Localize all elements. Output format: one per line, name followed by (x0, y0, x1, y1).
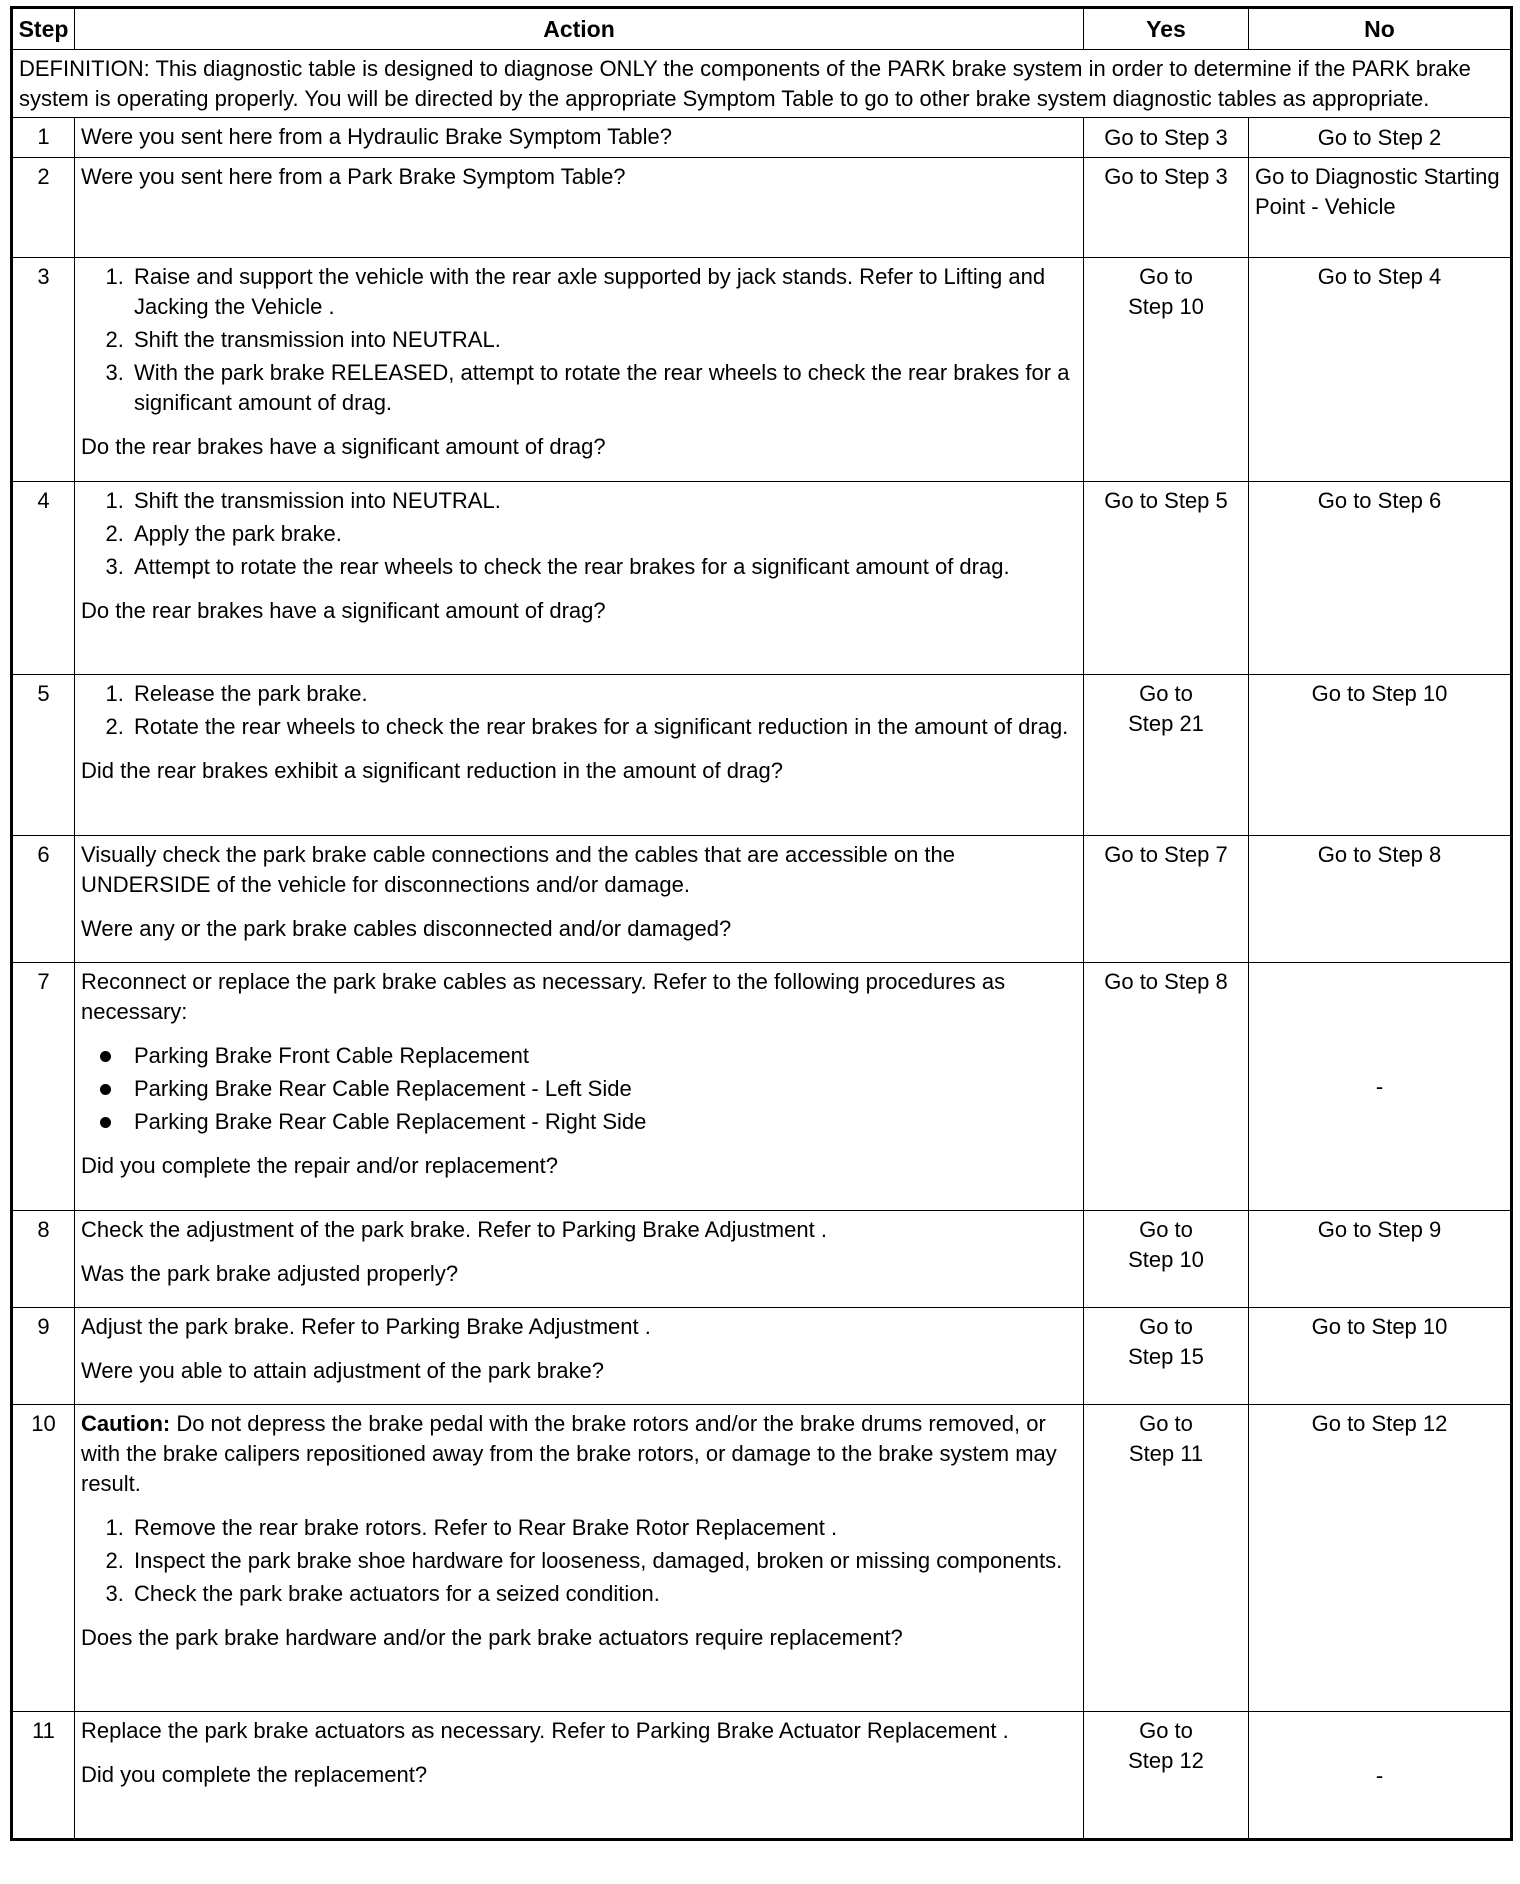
table-row (12, 1712, 1512, 1840)
table-row (12, 158, 1512, 258)
list-item: 2. Rotate the rear wheels to check the rear brakes for a significant reduction in the amount of drag. (130, 712, 1077, 742)
list-item: 2. Shift the transmission into NEUTRAL. (130, 325, 1077, 355)
definition-row (12, 50, 1512, 118)
instruction-text: Reconnect or replace the park brake cables as necessary. Refer to the following procedures as necessary: (81, 969, 1006, 1024)
header-step: Step (12, 8, 75, 50)
yes-cell (1084, 1712, 1249, 1840)
no-cell: - (1249, 963, 1512, 1211)
step-number: 3 (12, 258, 75, 482)
header-no: No (1249, 8, 1512, 50)
yes-cell: Go to Step 5 (1084, 482, 1249, 675)
yes-cell (1084, 1405, 1249, 1712)
yes-text: Go to Step 12 (1128, 1718, 1204, 1773)
yes-cell (1084, 1308, 1249, 1405)
no-cell: Go to Step 9 (1249, 1211, 1512, 1308)
procedure-list (81, 262, 1077, 418)
list-item: 1. Shift the transmission into NEUTRAL. (130, 486, 1077, 516)
action-cell (75, 836, 1084, 963)
yes-text: Go to Step 21 (1128, 681, 1204, 736)
step-number: 5 (12, 675, 75, 836)
question-text: Were you sent here from a Hydraulic Brake Symptom Table? (81, 124, 673, 149)
no-cell: Go to Diagnostic Starting Point - Vehicle (1249, 158, 1512, 258)
no-cell: Go to Step 2 (1249, 118, 1512, 158)
yes-text: Go to Step 11 (1128, 1411, 1204, 1466)
table-row (12, 836, 1512, 963)
step-number: 10 (12, 1405, 75, 1712)
list-item: 1. Remove the rear brake rotors. Refer to Rear Brake Rotor Replacement . (130, 1513, 1077, 1543)
action-cell (75, 675, 1084, 836)
question-text: Did the rear brakes exhibit a significant reduction in the amount of drag? (81, 758, 783, 783)
procedure-list (81, 679, 1077, 742)
instruction-text: Visually check the park brake cable connections and the cables that are accessible on the UNDERSIDE of the vehicle for disconnections and/or damage. (81, 842, 956, 897)
no-cell: - (1249, 1712, 1512, 1840)
no-cell: Go to Step 8 (1249, 836, 1512, 963)
list-item: 2. Inspect the park brake shoe hardware for looseness, damaged, broken or missing components. (130, 1546, 1077, 1576)
question-text: Were you sent here from a Park Brake Symptom Table? (81, 164, 626, 189)
question-text: Do the rear brakes have a significant amount of drag? (81, 598, 606, 623)
yes-cell (1084, 1211, 1249, 1308)
yes-text: Go to Step 10 (1128, 264, 1204, 319)
question-text: Did you complete the repair and/or replacement? (81, 1153, 558, 1178)
table-row (12, 482, 1512, 675)
procedure-list (81, 486, 1077, 582)
table-row (12, 1211, 1512, 1308)
step-number: 1 (12, 118, 75, 158)
header-yes: Yes (1084, 8, 1249, 50)
step-number: 2 (12, 158, 75, 258)
list-item: 3. Attempt to rotate the rear wheels to check the rear brakes for a significant amount of drag. (130, 552, 1077, 582)
yes-cell (1084, 675, 1249, 836)
header-row (12, 8, 1512, 50)
list-item: 2. Apply the park brake. (130, 519, 1077, 549)
table-row (12, 1405, 1512, 1712)
yes-text: Go to Step 15 (1128, 1314, 1204, 1369)
yes-cell (1084, 258, 1249, 482)
action-cell (75, 1211, 1084, 1308)
caution-text: Do not depress the brake pedal with the brake rotors and/or the brake drums removed, or with the brake calipers repositioned away from the brake rotors, or damage to the brake system may result. (81, 1411, 1057, 1496)
instruction-text: Replace the park brake actuators as necessary. Refer to Parking Brake Actuator Replacement . (81, 1718, 1009, 1743)
step-number: 9 (12, 1308, 75, 1405)
action-cell (75, 118, 1084, 158)
step-number: 6 (12, 836, 75, 963)
list-item: Parking Brake Rear Cable Replacement - Left Side (130, 1074, 1077, 1104)
procedure-bullet-list (81, 1041, 1077, 1137)
action-cell (75, 963, 1084, 1211)
table-row (12, 118, 1512, 158)
yes-text: Go to Step 10 (1128, 1217, 1204, 1272)
table-row (12, 963, 1512, 1211)
action-cell (75, 1712, 1084, 1840)
list-item: Parking Brake Rear Cable Replacement - Right Side (130, 1107, 1077, 1137)
step-number: 8 (12, 1211, 75, 1308)
action-cell (75, 258, 1084, 482)
no-cell: Go to Step 6 (1249, 482, 1512, 675)
action-cell (75, 1308, 1084, 1405)
table-row (12, 675, 1512, 836)
step-number: 7 (12, 963, 75, 1211)
yes-cell: Go to Step 3 (1084, 158, 1249, 258)
question-text: Do the rear brakes have a significant amount of drag? (81, 434, 606, 459)
list-item: 3. With the park brake RELEASED, attempt to rotate the rear wheels to check the rear brakes for a significant amount of drag. (130, 358, 1077, 418)
park-brake-diagnostic-table (10, 6, 1513, 1841)
list-item: 1. Raise and support the vehicle with the rear axle supported by jack stands. Refer to Lifting and Jacking the Vehicle . (130, 262, 1077, 322)
list-item: Parking Brake Front Cable Replacement (130, 1041, 1077, 1071)
caution-note (81, 1409, 1077, 1499)
question-text: Does the park brake hardware and/or the park brake actuators require replacement? (81, 1625, 903, 1650)
table-row (12, 258, 1512, 482)
caution-label: Caution: (81, 1411, 171, 1436)
action-cell (75, 158, 1084, 258)
yes-cell: Go to Step 7 (1084, 836, 1249, 963)
question-text: Were you able to attain adjustment of the park brake? (81, 1358, 605, 1383)
no-cell: Go to Step 10 (1249, 1308, 1512, 1405)
yes-cell: Go to Step 3 (1084, 118, 1249, 158)
no-cell: Go to Step 10 (1249, 675, 1512, 836)
action-cell (75, 482, 1084, 675)
no-cell: Go to Step 12 (1249, 1405, 1512, 1712)
instruction-text: Check the adjustment of the park brake. Refer to Parking Brake Adjustment . (81, 1217, 827, 1242)
action-cell (75, 1405, 1084, 1712)
question-text: Did you complete the replacement? (81, 1762, 428, 1787)
header-action: Action (75, 8, 1084, 50)
table-row (12, 1308, 1512, 1405)
no-cell: Go to Step 4 (1249, 258, 1512, 482)
question-text: Was the park brake adjusted properly? (81, 1261, 459, 1286)
question-text: Were any or the park brake cables disconnected and/or damaged? (81, 916, 732, 941)
definition-text: DEFINITION: This diagnostic table is designed to diagnose ONLY the components of the PARK brake system in order to determine if the PARK brake system is operating properly. You will be directed by the appropriate Symptom Table to go to other brake system diagnostic tables as appropriate. (12, 50, 1512, 118)
list-item: 1. Release the park brake. (130, 679, 1077, 709)
list-item: 3. Check the park brake actuators for a seized condition. (130, 1579, 1077, 1609)
procedure-list (81, 1513, 1077, 1609)
diagnostic-table-wrapper (10, 6, 1510, 1841)
step-number: 11 (12, 1712, 75, 1840)
yes-cell: Go to Step 8 (1084, 963, 1249, 1211)
step-number: 4 (12, 482, 75, 675)
instruction-text: Adjust the park brake. Refer to Parking Brake Adjustment . (81, 1314, 651, 1339)
